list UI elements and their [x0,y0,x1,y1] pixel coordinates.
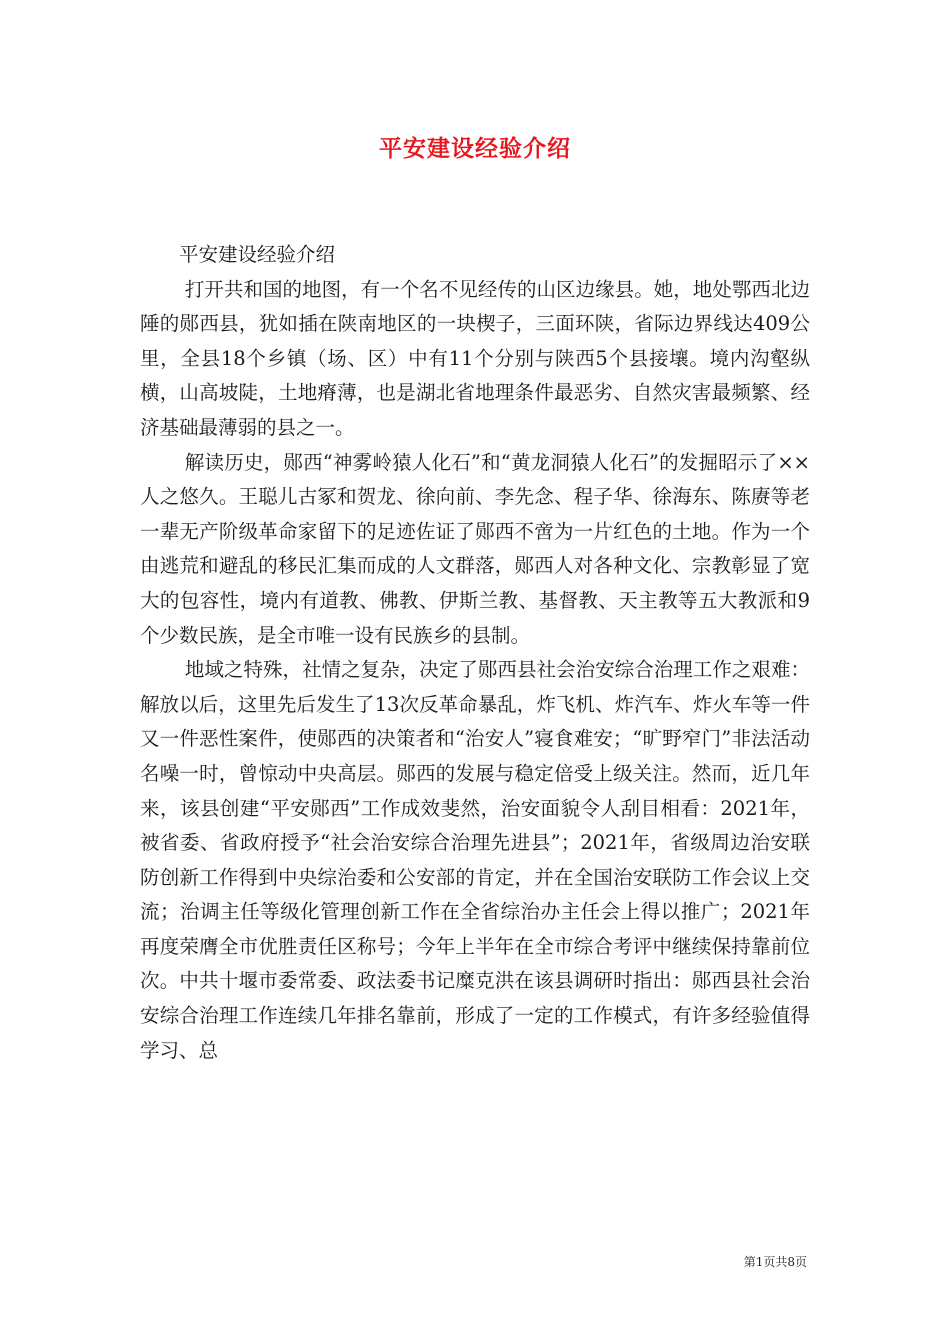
paragraph-1: 打开共和国的地图，有一个名不见经传的山区边缘县。她，地处鄂西北边陲的郧西县，犹如插在陕南地区的一块楔子，三面环陕，省际边界线达409公里，全县18个乡镇（场、区）中有11个分别与陕西5个县接壤。境内沟壑纵横，山高坡陡，土地瘠薄，也是湖北省地理条件最恶劣、自然灾害最频繁、经济基础最薄弱的县之一。 [140,277,810,439]
document-body [140,238,810,1068]
paragraph-3: 地域之特殊，社情之复杂，决定了郧西县社会治安综合治理工作之艰难：解放以后，这里先后发生了13次反革命暴乱，炸飞机、炸汽车、炸火车等一件又一件恶性案件，使郧西的决策者和“治安人”寝食难安；“旷野窄门”非法活动名噪一时，曾惊动中央高层。郧西的发展与稳定倍受上级关注。然而，近几年来，该县创建“平安郧西”工作成效斐然，治安面貌令人刮目相看：2021年，被省委、省政府授予“社会治安综合治理先进县”；2021年，省级周边治安联防创新工作得到中央综治委和公安部的肯定，并在全国治安联防工作会议上交流；治调主任等级化管理创新工作在全省综治办主任会上得以推广；2021年再度荣膺全市优胜责任区称号；今年上半年在全市综合考评中继续保持靠前位次。中共十堰市委常委、政法委书记糜克洪在该县调研时指出：郧西县社会治安综合治理工作连续几年排名靠前，形成了一定的工作模式，有许多经验值得学习、总 [140,658,810,1062]
page-number: 第1页共8页 [743,1255,807,1269]
page-title: 平安建设经验介绍 [379,135,571,162]
document-subtitle: 平安建设经验介绍 [179,243,336,266]
paragraph-2: 解读历史，郧西“神雾岭猿人化石”和“黄龙洞猿人化石”的发掘昭示了××人之悠久。王聪儿古冢和贺龙、徐向前、李先念、程子华、徐海东、陈赓等老一辈无产阶级革命家留下的足迹佐证了郧西不啻为一片红色的土地。作为一个由逃荒和避乱的移民汇集而成的人文群落，郧西人对各种文化、宗教彰显了宽大的包容性，境内有道教、佛教、伊斯兰教、基督教、天主教等五大教派和9个少数民族，是全市唯一设有民族乡的县制。 [140,450,810,647]
